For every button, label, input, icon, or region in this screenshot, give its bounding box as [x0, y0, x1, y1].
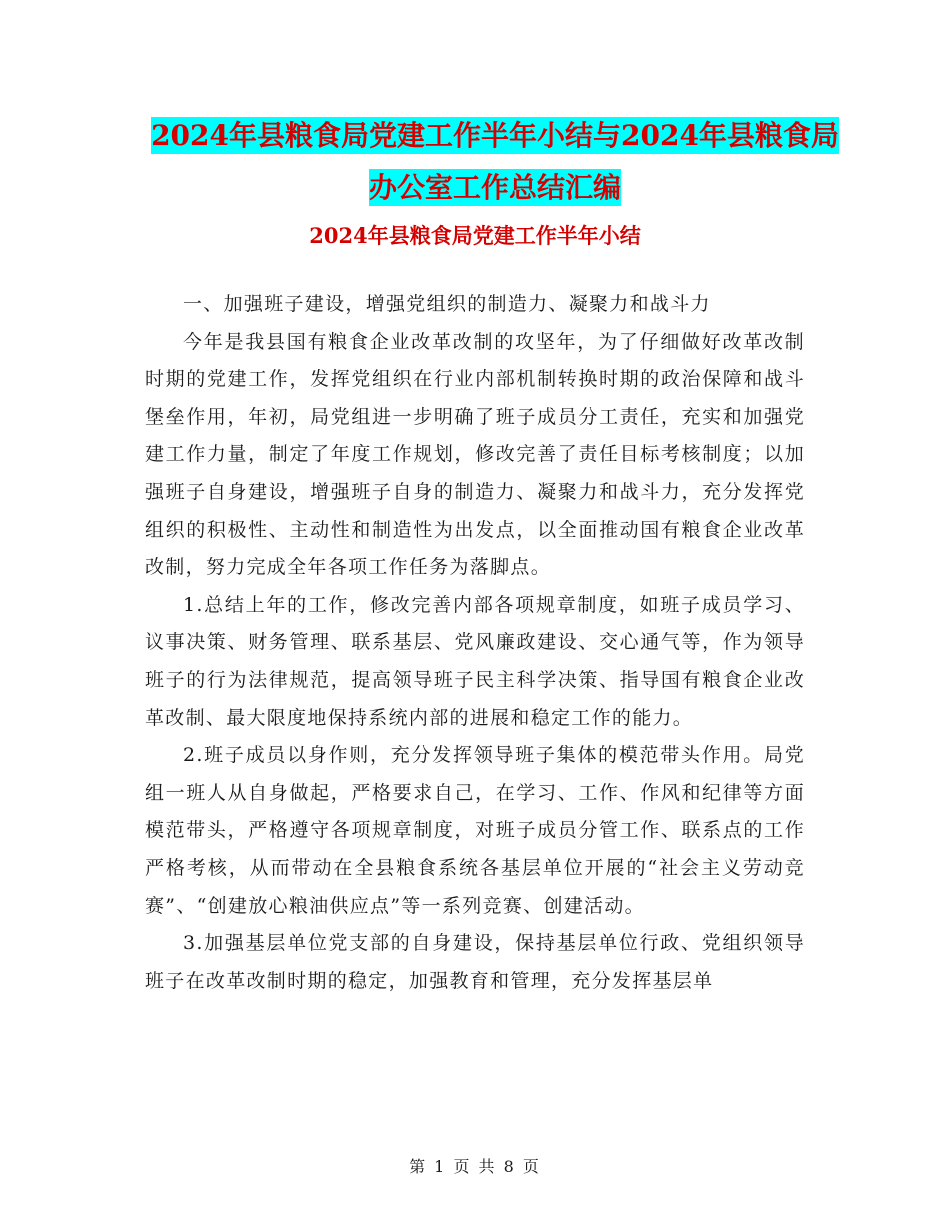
section-title: 2024年县粮食局党建工作半年小结: [309, 223, 641, 248]
paragraph: 2.班子成员以身作则，充分发挥领导班子集体的模范带头作用。局党组一班人从自身做起，严格要求自己，在学习、工作、作风和纪律等方面模范带头，严格遵守各项规章制度，对班子成员分管工作、联系点的工作严格考核，从而带动在全县粮食系统各基层单位开展的“社会主义劳动竞赛”、“创建放心粮油供应点”等一系列竞赛、创建活动。: [145, 744, 805, 917]
document-title: [140, 110, 850, 214]
paragraph: 1.总结上年的工作，修改完善内部各项规章制度，如班子成员学习、议事决策、财务管理、联系基层、党风廉政建设、交心通气等，作为领导班子的行为法律规范，提高领导班子民主科学决策、指导国有粮食企业改革改制、最大限度地保持系统内部的进展和稳定工作的能力。: [145, 593, 805, 729]
document-title-line-1: 2024年县粮食局党建工作半年小结与2024年县粮食局: [151, 119, 839, 152]
document-title-line-2: 办公室工作总结汇编: [368, 171, 621, 204]
document-body: [145, 286, 805, 1000]
paragraph: 今年是我县国有粮食企业改革改制的攻坚年，为了仔细做好改革改制时期的党建工作，发挥党组织在行业内部机制转换时期的政治保障和战斗堡垒作用，年初，局党组进一步明确了班子成员分工责任，充实和加强党建工作力量，制定了年度工作规划，修改完善了责任目标考核制度；以加强班子自身建设，增强班子自身的制造力、凝聚力和战斗力，充分发挥党组织的积极性、主动性和制造性为出发点，以全面推动国有粮食企业改革改制，努力完成全年各项工作任务为落脚点。: [145, 330, 805, 579]
paragraph: 一、加强班子建设，增强党组织的制造力、凝聚力和战斗力: [183, 293, 711, 315]
paragraph: 3.加强基层单位党支部的自身建设，保持基层单位行政、党组织领导班子在改革改制时期的稳定，加强教育和管理，充分发挥基层单: [145, 932, 805, 992]
page-footer: 第 1 页 共 8 页: [409, 1157, 541, 1176]
